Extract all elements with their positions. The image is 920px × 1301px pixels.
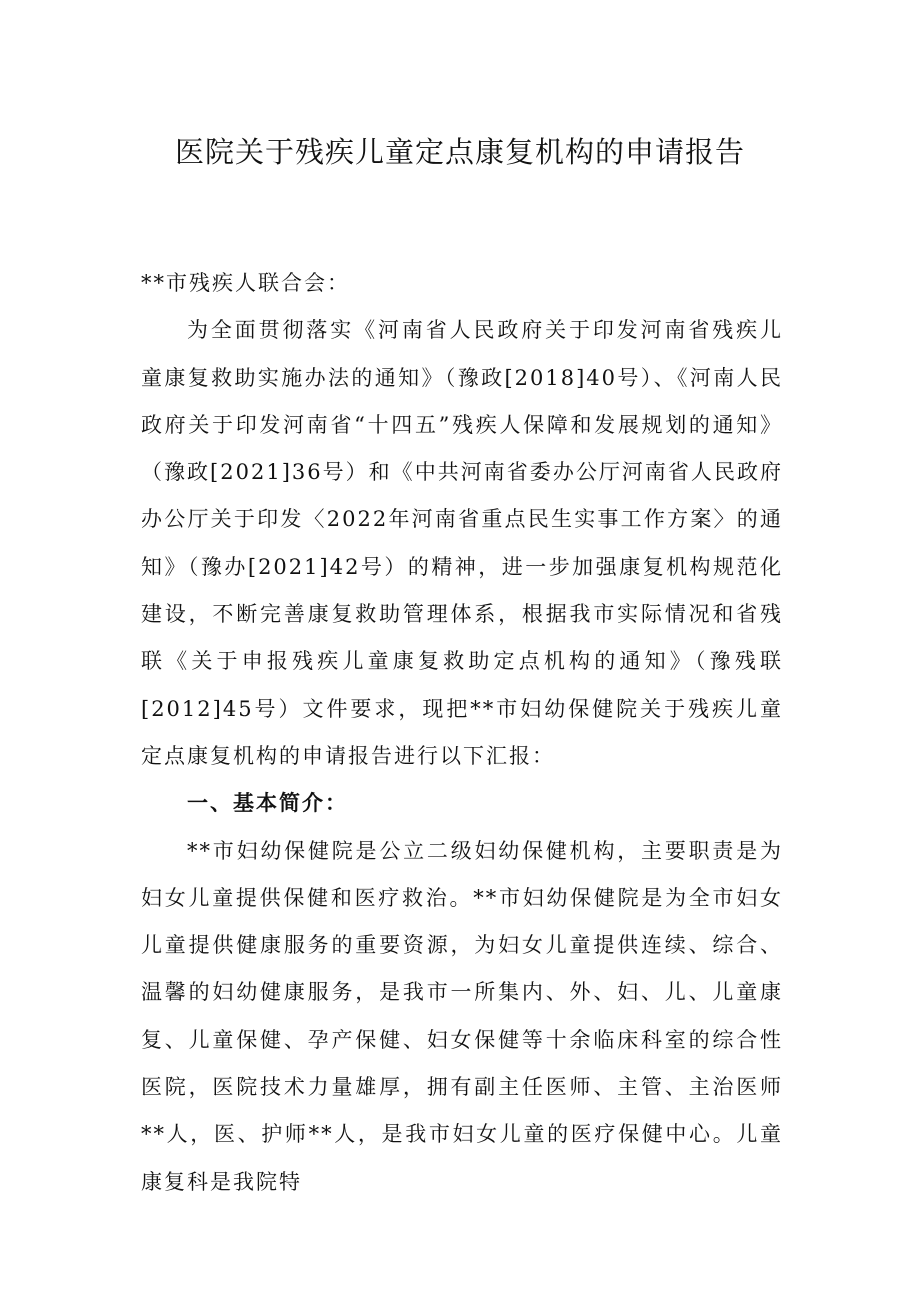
salutation: **市残疾人联合会： — [141, 271, 350, 295]
section-heading-basic-intro: 一、基本简介： — [187, 791, 348, 816]
document-title: 医院关于残疾儿童定点康复机构的申请报告 — [174, 135, 745, 169]
basic-intro-paragraph: **市妇幼保健院是公立二级妇幼保健机构，主要职责是为妇女儿童提供保健和医疗救治。**市妇幼保健院是为全市妇女儿童提供健康服务的重要资源，为妇女儿童提供连续、综合、温馨的妇幼健康服务，是我市一所集内、外、妇、儿、儿童康复、儿童保健、孕产保健、妇女保健等十余临床科室的综合性医院，医院技术力量雄厚，拥有副主任医师、主管、主治医师**人，医、护师**人，是我市妇女儿童的医疗保健中心。儿童康复科是我院特 — [141, 838, 783, 1194]
intro-paragraph: 为全面贯彻落实《河南省人民政府关于印发河南省残疾儿童康复救助实施办法的通知》（豫政[2018]40号）、《河南人民政府关于印发河南省“十四五”残疾人保障和发展规划的通知》（豫政[2021]36号）和《中共河南省委办公厅河南省人民政府办公厅关于印发〈2022年河南省重点民生实事工作方案〉的通知》（豫办[2021]42号）的精神，进一步加强康复机构规范化建设，不断完善康复救助管理体系，根据我市实际情况和省残联《关于申报残疾儿童康复救助定点机构的通知》（豫残联[2012]45号）文件要求，现把**市妇幼保健院关于残疾儿童定点康复机构的申请报告进行以下汇报： — [141, 318, 783, 768]
document-body — [141, 260, 783, 1206]
